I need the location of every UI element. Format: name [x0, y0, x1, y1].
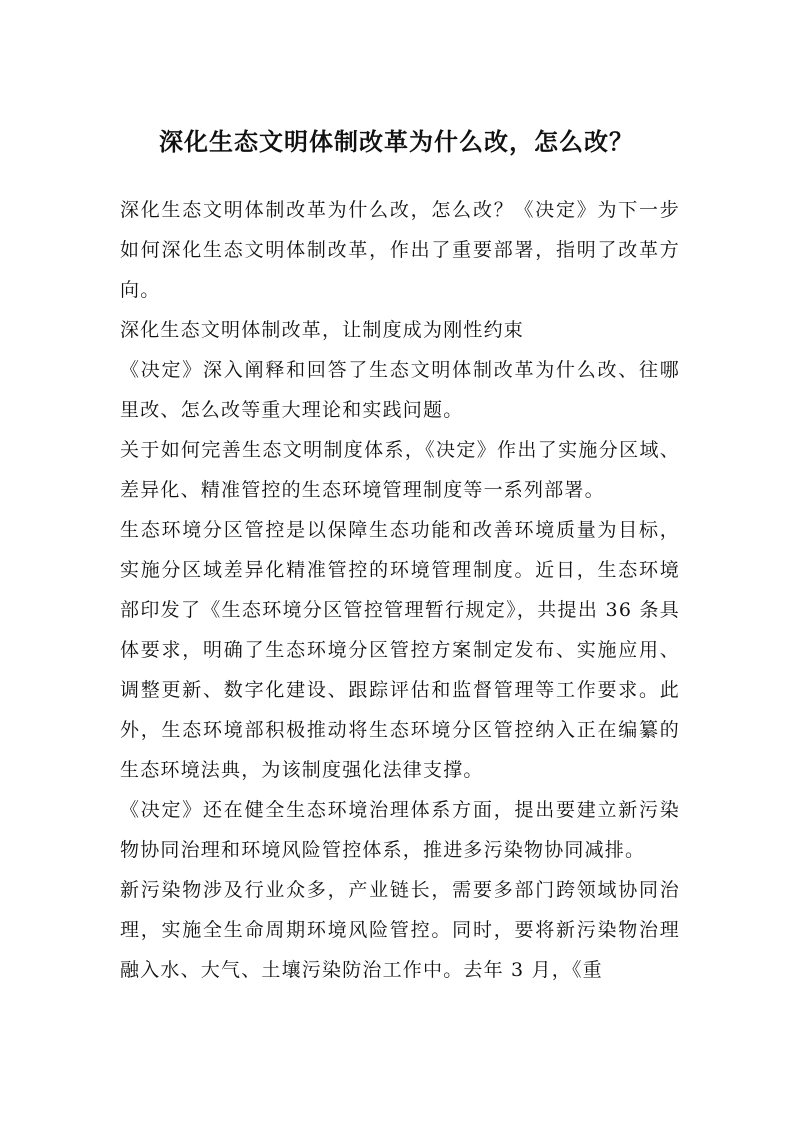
paragraph-governance-system: 《决定》还在健全生态环境治理体系方面，提出要建立新污染物协同治理和环境风险管控体系，推进多污染物协同减排。: [120, 799, 680, 861]
document-body: [120, 190, 680, 990]
page-title: 深化生态文明体制改革为什么改，怎么改？: [159, 128, 634, 156]
paragraph-institutional-system: 关于如何完善生态文明制度体系，《决定》作出了实施分区域、差异化、精准管控的生态环境管理制度等一系列部署。: [120, 439, 680, 501]
paragraph-zoning-control: 生态环境分区管控是以保障生态功能和改善环境质量为目标，实施分区域差异化精准管控的环境管理制度。近日，生态环境部印发了《生态环境分区管控管理暂行规定》，共提出 36 条具体要求，明确了生态环境分区管控方案制定发布、实施应用、调整更新、数字化建设、跟踪评估和监督管理等工作要求。此外，生态环境部积极推动将生态环境分区管控纳入正在编纂的生态环境法典，为该制度强化法律支撑。: [120, 519, 680, 781]
paragraph-new-pollutants: 新污染物涉及行业众多，产业链长，需要多部门跨领域协同治理，实施全生命周期环境风险管控。同时，要将新污染物治理融入水、大气、土壤污染防治工作中。去年 3 月，《重: [120, 879, 680, 981]
paragraph-subheading: 深化生态文明体制改革，让制度成为刚性约束: [120, 319, 525, 341]
paragraph-decision-explanation: 《决定》深入阐释和回答了生态文明体制改革为什么改、往哪里改、怎么改等重大理论和实践问题。: [120, 359, 680, 421]
paragraph-intro: 深化生态文明体制改革为什么改，怎么改？《决定》为下一步如何深化生态文明体制改革，作出了重要部署，指明了改革方向。: [120, 199, 680, 301]
